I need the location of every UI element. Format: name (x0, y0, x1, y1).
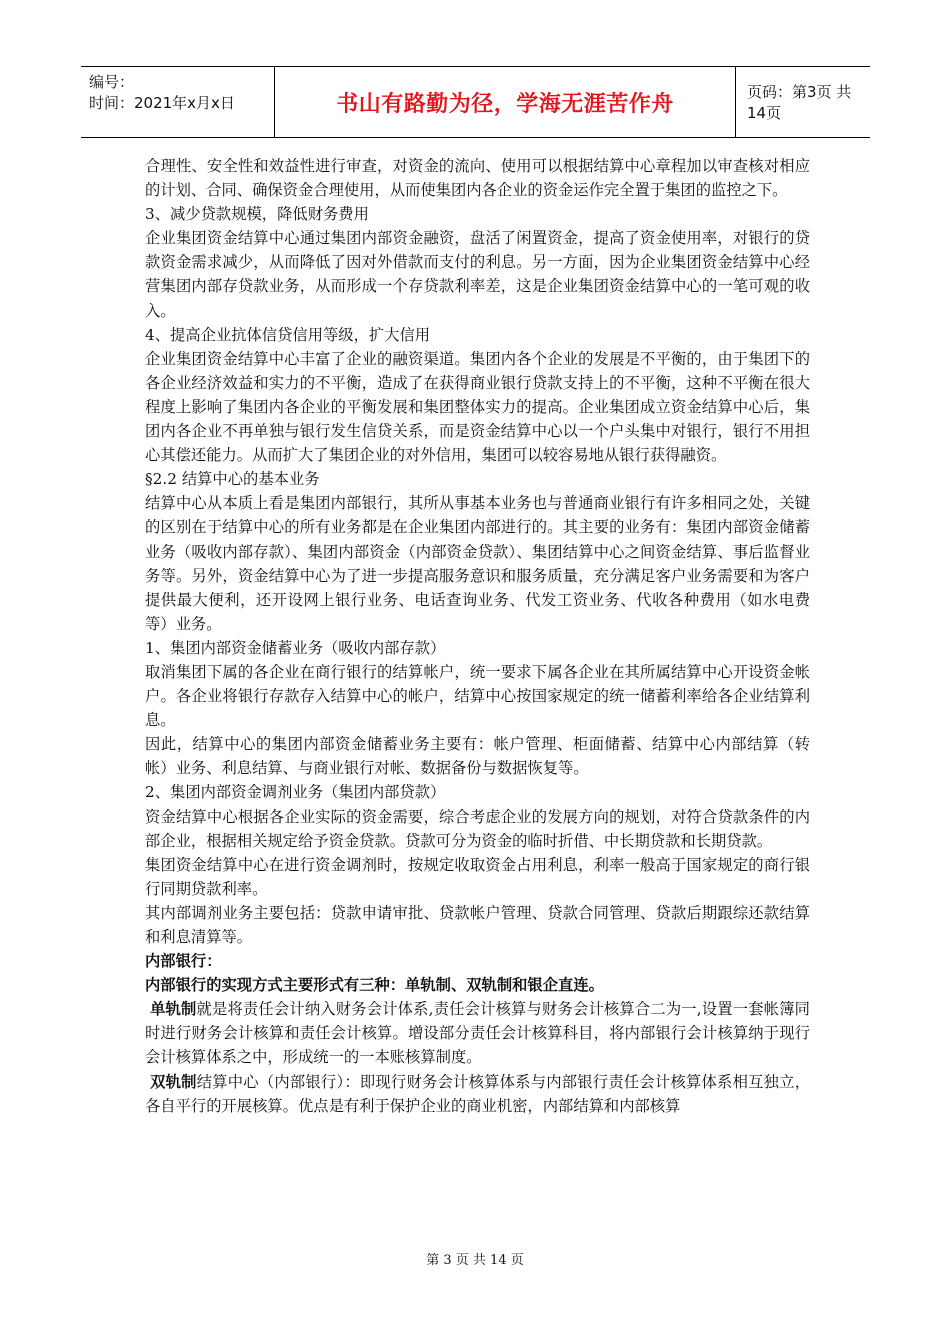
paragraph: 其内部调剂业务主要包括：贷款申请审批、贷款帐户管理、贷款合同管理、贷款后期跟综还款结算和利息清算等。 (145, 903, 810, 946)
section-heading: 4、提高企业抗体信贷信用等级，扩大信用 (145, 325, 431, 344)
paragraph: 结算中心从本质上看是集团内部银行，其所从事基本业务也与普通商业银行有许多相同之处，关键的区别在于结算中心的所有业务都是在企业集团内部进行的。其主要的业务有：集团内部资金储蓄业务（吸收内部存款）、集团内部资金（内部资金贷款）、集团结算中心之间资金结算、事后监督业务等。另外，资金结算中心为了进一步提高服务意识和服务质量，充分满足客户业务需要和为客户提供最大便利，还开设网上银行业务、电话查询业务、代发工资业务、代收各种费用（如水电费等）业务。 (145, 494, 810, 633)
section-heading: 2、集团内部资金调剂业务（集团内部贷款） (145, 783, 446, 802)
paragraph: 资金结算中心根据各企业实际的资金需要，综合考虑企业的发展方向的规划，对符合贷款条件的内部企业，根据相关规定给予资金贷款。贷款可分为资金的临时折借、中长期贷款和长期贷款。 (145, 807, 810, 850)
section-heading: §2.2 结算中心的基本业务 (145, 470, 320, 489)
page-info: 页码：第3页 共14页 (747, 83, 852, 122)
paragraph: 因此，结算中心的集团内部资金储蓄业务主要有：帐户管理、柜面储蓄、结算中心内部结算（转帐）业务、利息结算、与商业银行对帐、数据备份与数据恢复等。 (145, 735, 810, 778)
header-motto-cell (274, 67, 736, 137)
paragraph: 取消集团下属的各企业在商行银行的结算帐户，统一要求下属各企业在其所属结算中心开设资金帐户。各企业将银行存款存入结算中心的帐户，结算中心按国家规定的统一储蓄利率给各企业结算利息。 (145, 662, 810, 730)
header-meta (81, 67, 273, 137)
paragraph: 集团资金结算中心在进行资金调剂时，按规定收取资金占用利息，利率一般高于国家规定的商行银行同期贷款利率。 (145, 855, 810, 898)
section-heading: 1、集团内部资金储蓄业务（吸收内部存款） (145, 638, 446, 657)
section-heading: 3、减少贷款规模，降低财务费用 (145, 205, 369, 224)
page-header (81, 66, 870, 138)
document-body (145, 154, 810, 1118)
dual-track-text: 结算中心（内部银行）：即现行财务会计核算体系与内部银行责任会计核算体系相互独立，各自平行的开展核算。优点是有利于保护企业的商业机密，内部结算和内部核算 (145, 1072, 810, 1115)
dual-track-term: 双轨制 (150, 1072, 197, 1091)
paragraph: 企业集团资金结算中心丰富了企业的融资渠道。集团内各个企业的发展是不平衡的，由于集团下的各企业经济效益和实力的不平衡，造成了在获得商业银行贷款支持上的不平衡，这种不平衡在很大程度上影响了集团内各企业的平衡发展和集团整体实力的提高。企业集团成立资金结算中心后，集团内各企业不再单独与银行发生信贷关系，而是资金结算中心以一个户头集中对银行，银行不用担心其偿还能力。从而扩大了集团企业的对外信用，集团可以较容易地从银行获得融资。 (145, 349, 810, 465)
doc-number-label: 编号： (89, 73, 135, 91)
paragraph: 合理性、安全性和效益性进行审查，对资金的流向、使用可以根据结算中心章程加以审查核对相应的计划、合同、确保资金合理使用，从而使集团内各企业的资金运作完全置于集团的监控之下。 (145, 157, 810, 200)
paragraph: 企业集团资金结算中心通过集团内部资金融资，盘活了闲置资金，提高了资金使用率，对银行的贷款资金需求减少，从而降低了因对外借款而支付的利息。另一方面，因为企业集团资金结算中心经营集团内部存贷款业务，从而形成一个存贷款利率差，这是企业集团资金结算中心的一笔可观的收入。 (145, 229, 810, 320)
motto: 书山有路勤为径，学海无涯苦作舟 (336, 91, 674, 117)
single-track-term: 单轨制 (150, 1000, 197, 1019)
page-footer: 第 3 页 共 14 页 (426, 1253, 524, 1268)
single-track-paragraph (145, 997, 810, 1069)
bold-statement: 内部银行的实现方式主要形式有三种：单轨制、双轨制和银企直连。 (145, 976, 604, 995)
bold-heading: 内部银行： (145, 952, 222, 971)
time-label: 时间：2021年x月x日 (89, 94, 235, 112)
dual-track-paragraph (145, 1070, 810, 1118)
single-track-text: 就是将责任会计纳入财务会计体系,责任会计核算与财务会计核算合二为一,设置一套帐簿同时进行财务会计核算和责任会计核算。增设部分责任会计核算科目，将内部银行会计核算纳于现行会计核算体系之中，形成统一的一本账核算制度。 (145, 1000, 810, 1067)
